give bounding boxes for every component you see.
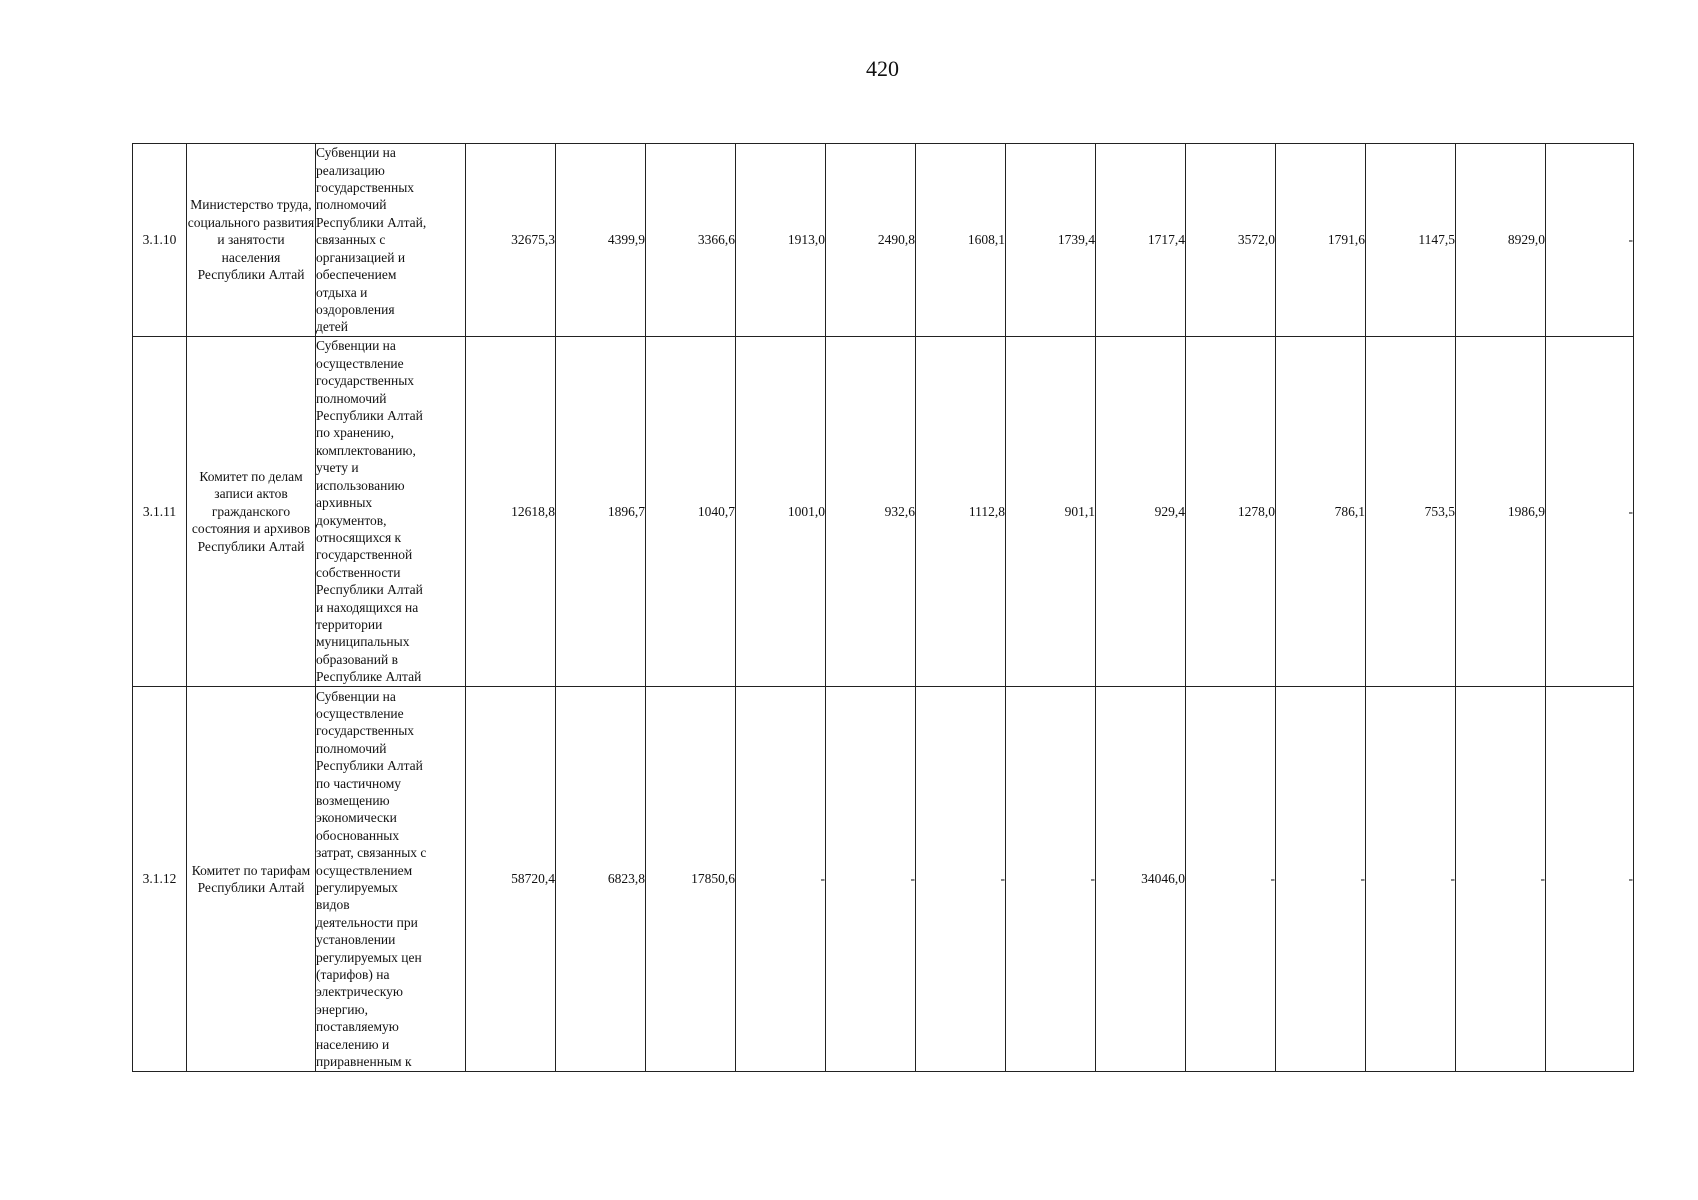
value-cell: 12618,8 xyxy=(466,337,556,687)
row-code: 3.1.12 xyxy=(133,687,187,1072)
row-description: Субвенции на осуществление государственных полномочий Республики Алтай по хранению, комплектованию, учету и использованию архивных документов, относящихся к государственной собственности Республики Алтай и находящихся на территории муниципальных образований в Республике Алтай xyxy=(316,337,466,687)
value-cell: 1278,0 xyxy=(1186,337,1276,687)
value-cell: 2490,8 xyxy=(826,144,916,337)
value-cell: 1896,7 xyxy=(556,337,646,687)
value-cell: 932,6 xyxy=(826,337,916,687)
value-cell: - xyxy=(1186,687,1276,1072)
value-cell: 34046,0 xyxy=(1096,687,1186,1072)
value-cell: - xyxy=(1546,337,1634,687)
value-cell: 8929,0 xyxy=(1456,144,1546,337)
table-row xyxy=(133,144,1634,337)
budget-table xyxy=(132,143,1634,1072)
table-row xyxy=(133,337,1634,687)
value-cell: 901,1 xyxy=(1006,337,1096,687)
value-cell: 1717,4 xyxy=(1096,144,1186,337)
value-cell: - xyxy=(826,687,916,1072)
value-cell: - xyxy=(1366,687,1456,1072)
table-row xyxy=(133,687,1634,1072)
value-cell: - xyxy=(1006,687,1096,1072)
value-cell: - xyxy=(736,687,826,1072)
value-cell: 32675,3 xyxy=(466,144,556,337)
row-organization: Министерство труда, социального развития и занятости населения Республики Алтай xyxy=(187,144,316,337)
value-cell: 786,1 xyxy=(1276,337,1366,687)
row-code: 3.1.10 xyxy=(133,144,187,337)
row-description: Субвенции на реализацию государственных полномочий Республики Алтай, связанных с организацией и обеспечением отдыха и оздоровления детей xyxy=(316,144,466,337)
value-cell: 1986,9 xyxy=(1456,337,1546,687)
value-cell: 3572,0 xyxy=(1186,144,1276,337)
value-cell: 1791,6 xyxy=(1276,144,1366,337)
value-cell: 753,5 xyxy=(1366,337,1456,687)
value-cell: 1112,8 xyxy=(916,337,1006,687)
value-cell: 3366,6 xyxy=(646,144,736,337)
value-cell: - xyxy=(916,687,1006,1072)
value-cell: - xyxy=(1456,687,1546,1072)
value-cell: 1040,7 xyxy=(646,337,736,687)
value-cell: 6823,8 xyxy=(556,687,646,1072)
value-cell: 17850,6 xyxy=(646,687,736,1072)
row-organization: Комитет по тарифам Республики Алтай xyxy=(187,687,316,1072)
value-cell: 1739,4 xyxy=(1006,144,1096,337)
value-cell: 929,4 xyxy=(1096,337,1186,687)
value-cell: 4399,9 xyxy=(556,144,646,337)
value-cell: - xyxy=(1276,687,1366,1072)
value-cell: - xyxy=(1546,687,1634,1072)
value-cell: 1913,0 xyxy=(736,144,826,337)
page-number: 420 xyxy=(866,56,899,81)
row-organization: Комитет по делам записи актов гражданского состояния и архивов Республики Алтай xyxy=(187,337,316,687)
row-code: 3.1.11 xyxy=(133,337,187,687)
row-description: Субвенции на осуществление государственных полномочий Республики Алтай по частичному возмещению экономически обоснованных затрат, связанных с осуществлением регулируемых видов деятельности при установлении регулируемых цен (тарифов) на электрическую энергию, поставляемую населению и приравненным к xyxy=(316,687,466,1072)
value-cell: 1001,0 xyxy=(736,337,826,687)
value-cell: 1608,1 xyxy=(916,144,1006,337)
value-cell: 58720,4 xyxy=(466,687,556,1072)
value-cell: 1147,5 xyxy=(1366,144,1456,337)
value-cell: - xyxy=(1546,144,1634,337)
